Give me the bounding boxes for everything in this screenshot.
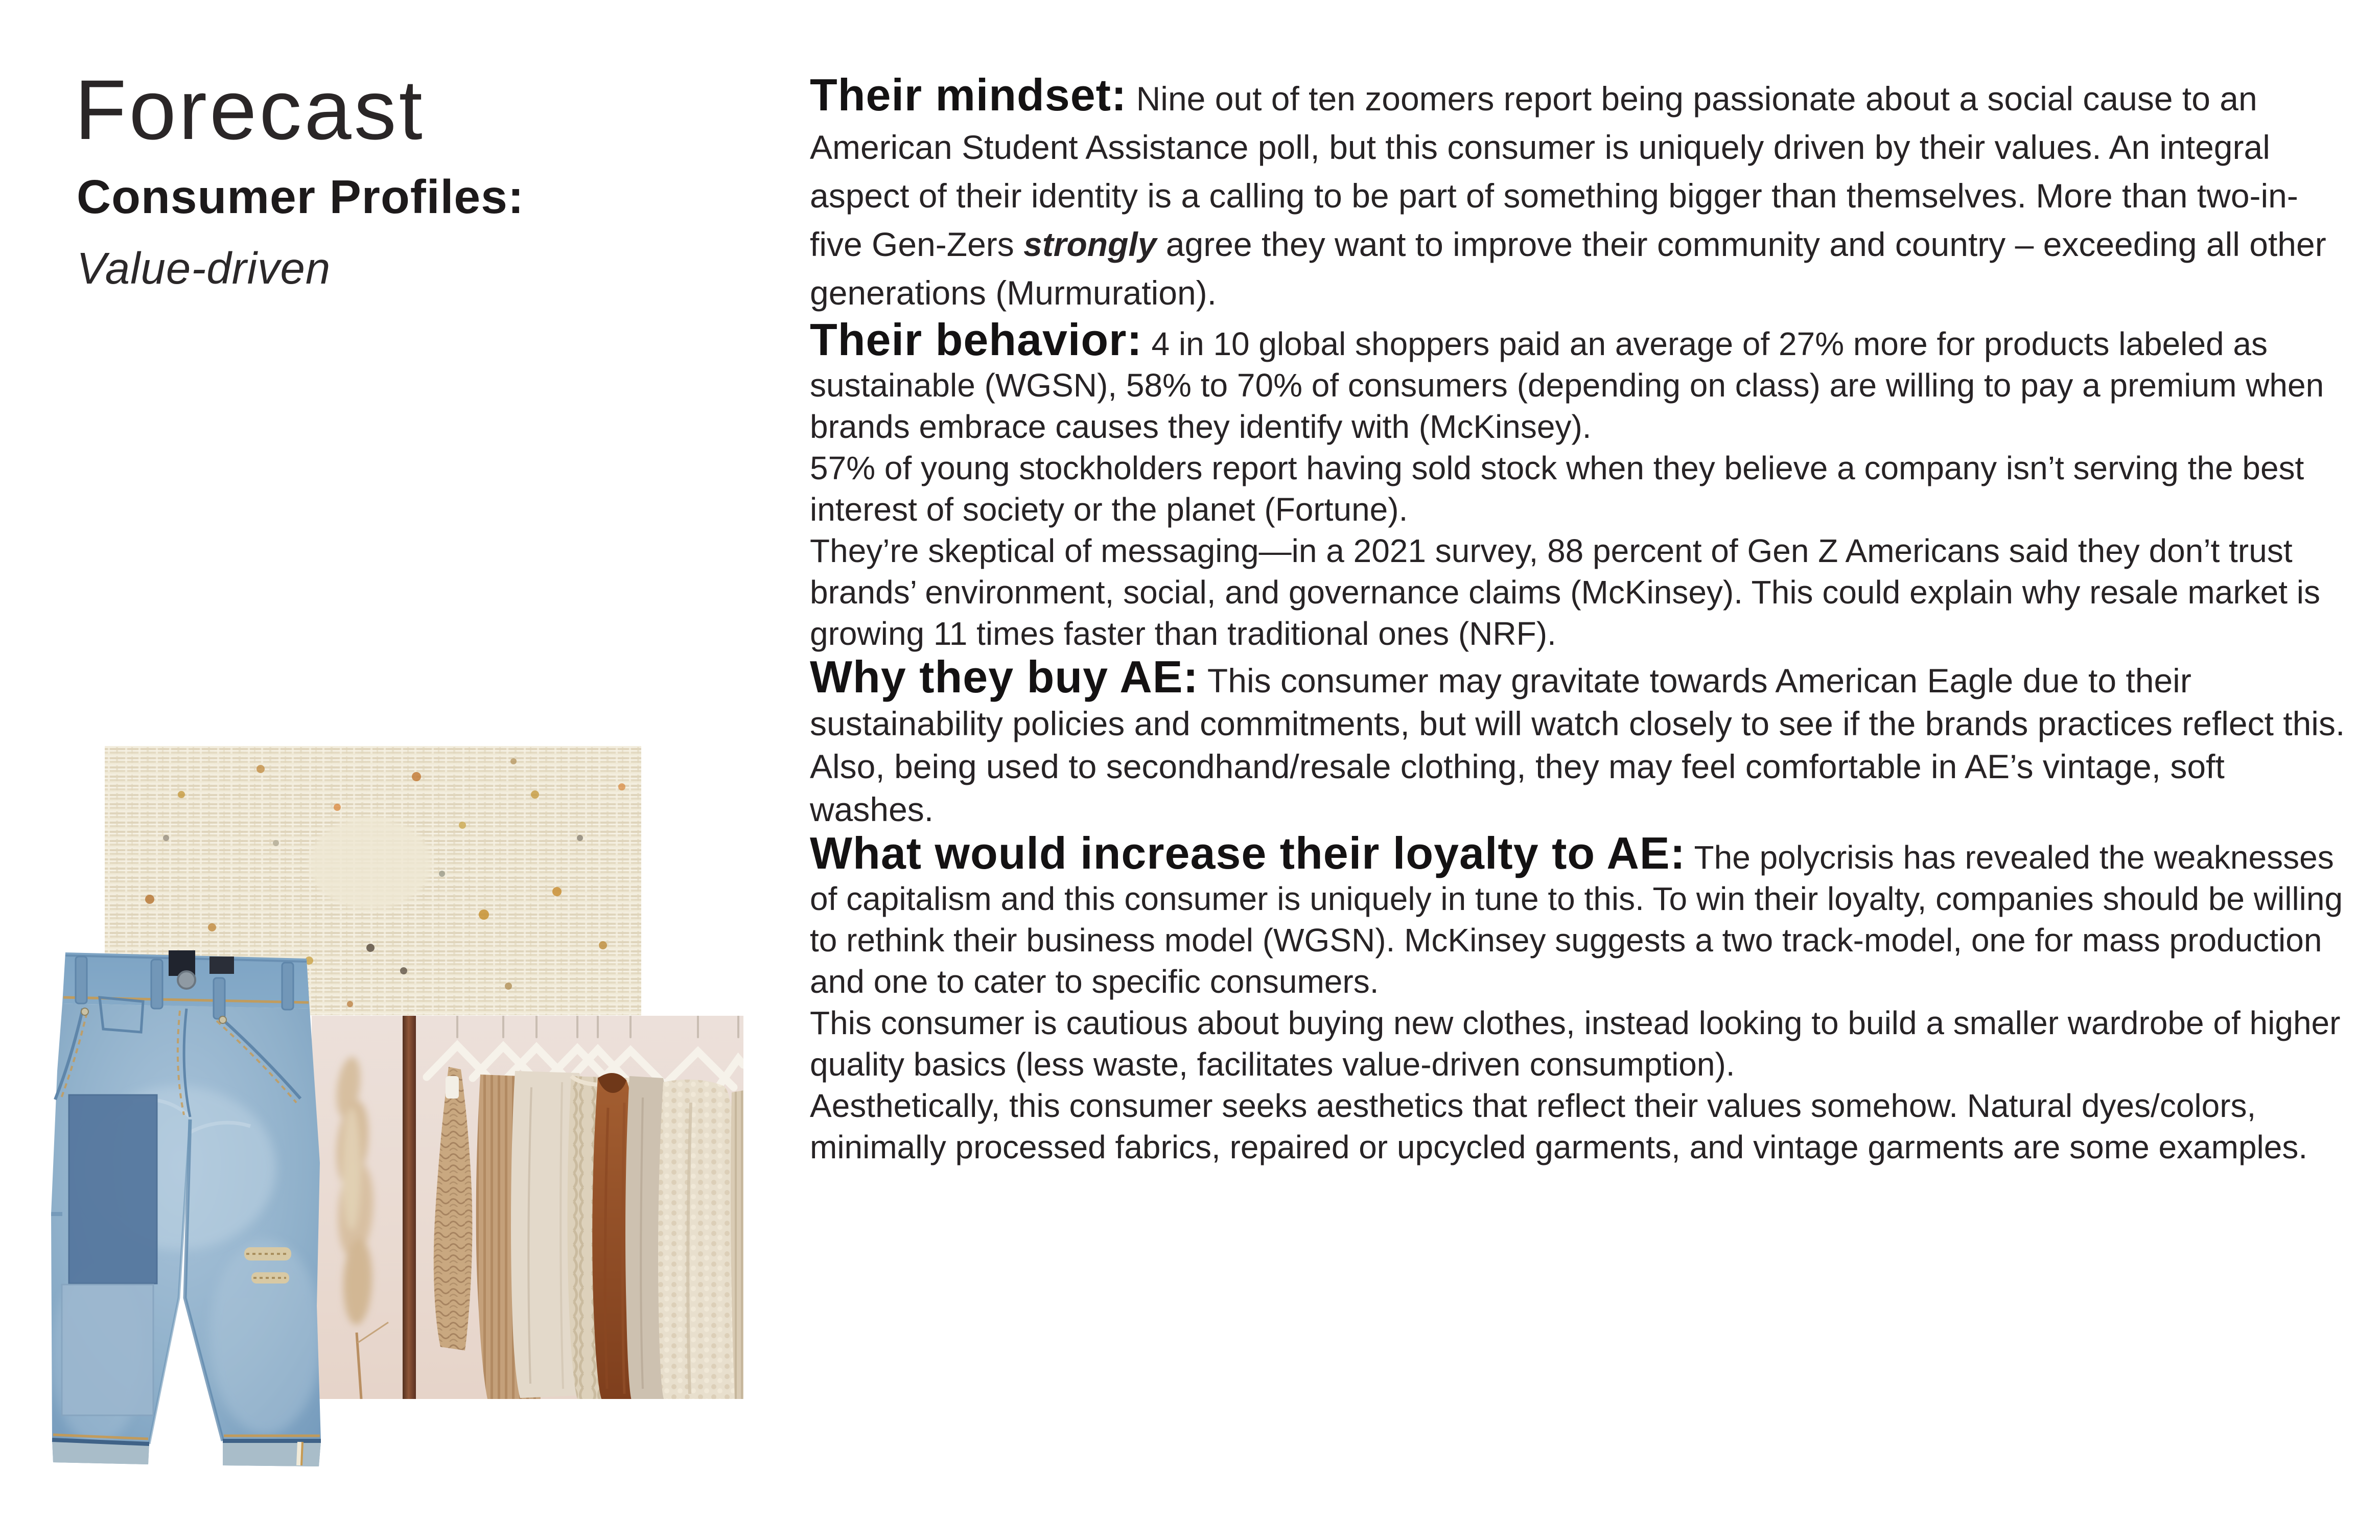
mindset-emphasis: strongly	[1023, 225, 1157, 263]
loyalty-body: The polycrisis has revealed the weaknesses of capitalism and this consumer is uniquely in tune to this. To win their loyalty, companies should be willing to rethink their business model (WGSN). McKinsey suggests a two track-model, one for mass production and one to cater to specific consumers.	[810, 839, 2343, 1000]
jeans-button	[178, 971, 195, 989]
content-column	[810, 69, 2349, 1168]
behavior-body: 4 in 10 global shoppers paid an average of 27% more for products labeled as sustainable (WGSN), 58% to 70% of consumers (depending on class) are willing to pay a premium when brands embrace causes they identify with (McKinsey).	[810, 325, 2324, 445]
clothing-rack-art	[312, 1016, 743, 1399]
hanger-clip	[446, 1076, 459, 1099]
loyalty-heading: What would increase their loyalty to AE:	[810, 828, 1686, 878]
section-skeptical: They’re skeptical of messaging—in a 2021 survey, 88 percent of Gen Z Americans said they don’t trust brands’ environment, social, and governance claims (McKinsey). This could explain why resale market is growing 11 times faster than traditional ones (NRF).	[810, 532, 2320, 652]
section-why-buy	[810, 651, 2349, 831]
page-title: Forecast	[75, 63, 425, 157]
section-stockholders: 57% of young stockholders report having sold stock when they believe a company isn’t serving the best interest of society or the planet (Fortune).	[810, 450, 2304, 528]
clothing-rack-image	[312, 1016, 743, 1399]
rack-pole	[403, 1016, 416, 1399]
garment-teddy-coat	[658, 1080, 738, 1399]
mindset-body-2: agree they want to improve their community and country – exceeding all other generations (Murmuration).	[810, 225, 2326, 312]
jeans-dark-patch	[69, 1095, 157, 1284]
behavior-heading: Their behavior:	[810, 314, 1142, 365]
section-mindset	[810, 69, 2349, 317]
why-buy-body: This consumer may gravitate towards American Eagle due to their sustainability policies and commitments, but will watch closely to see if the brands practices reflect this. Also, being used to secondhand/resale clothing, they may feel comfortable in AE’s vintage, soft washes.	[810, 662, 2345, 828]
section-aesthetic: Aesthetically, this consumer seeks aesthetics that reflect their values somehow. Natural dyes/colors, minimally processed fabrics, repaired or upcycled garments, and vintage garments are some examples.	[810, 1087, 2308, 1165]
page-subtitle: Consumer Profiles:	[77, 170, 524, 223]
section-loyalty	[810, 828, 2349, 1002]
jeans-light-patch	[62, 1285, 153, 1415]
jeans-image	[51, 948, 327, 1469]
jeans-art	[51, 948, 327, 1469]
section-cautious: This consumer is cautious about buying new clothes, instead looking to build a smaller wardrobe of higher quality basics (less waste, facilitates value-driven consumption).	[810, 1005, 2341, 1083]
section-behavior	[810, 314, 2349, 448]
mindset-heading: Their mindset:	[810, 69, 1127, 120]
why-buy-heading: Why they buy AE:	[810, 651, 1199, 702]
jeans-denim-label	[209, 956, 234, 974]
profile-name: Value-driven	[77, 244, 331, 293]
mindset-body-1: Nine out of ten zoomers report being passionate about a social cause to an American Student Assistance poll, but this consumer is uniquely driven by their values. An integral aspect of their identity is a calling to be part of something bigger than themselves. More than two-in-five Gen-Zers	[810, 80, 2298, 263]
